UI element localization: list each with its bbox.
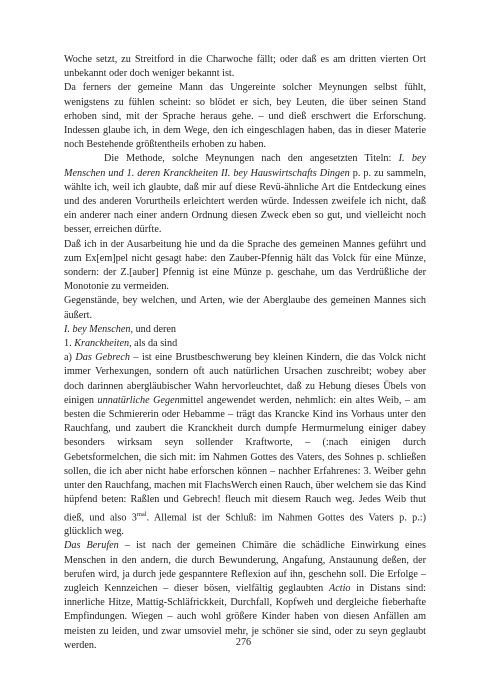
body-text (64, 53, 426, 653)
entry-berufen (64, 539, 426, 653)
entry-text: . Allemal ist der Schluß: im Nahmen Gottes des Vaters p. p.:) glücklich weg. (64, 511, 426, 538)
paragraph: Daß ich in der Ausarbeitung hie und da die Sprache des gemeinen Mannes geführt und zum Ex[em]pel nicht gesagt habe: den Zauber-Pfennig hält das Volck für eine Münze, sondern: der Z.[auber] Pfennig ist eine Münze p. geschahe, um das Verdrüßliche der Monotonie zu vermeiden. (64, 238, 426, 293)
heading-italic: I. bey Menschen (64, 323, 131, 335)
method-titles: I. bey Menschen und 1. deren Kranckheiten II. bey Hauswirtschafts Dingen (64, 153, 427, 179)
subsection-heading (64, 337, 426, 351)
entry-gebrech (64, 351, 426, 539)
method-text: Die Methode, solche Meynungen nach den angesetzten Titeln: (104, 153, 399, 165)
entry-text: – ist nach der gemeinen Chimäre die schädliche Einwirkung eines Menschen in den andern, die durch Bewunderung, Angafung, Anstaunung deßen, der berufen wird, ja durch jede gespanntere Reflexion auf ihn, geschehn soll. Die Erfolge – zugleich Kennzeichen – dieser bösen, vielfältig geglaubten (64, 540, 426, 594)
heading-rest: , als da sind (129, 338, 178, 350)
entry-text: – ist eine Brustbeschwerung bey kleinen Kindern, die das Volck nicht immer Verhexungen, sondern oft auch natürlichen Ursachen zuschreibt; wobey aber doch darinnen abergläubischer Wahn hervorleuchtet, daß zu Hebung dieses Übels von einigen (64, 352, 426, 406)
entry-italic: Actio (329, 582, 351, 594)
entry-prefix: a) (64, 352, 76, 364)
paragraph: Gegenstände, bey welchen, und Arten, wie der Aberglaube des gemeinen Mannes sich äußert. (64, 295, 426, 321)
entry-text: mittel angewendet werden, nehmlich: ein altes Weib, – am besten die Schmiererin oder Hebamme – trägt das Krancke Kind ins Vorhaus unter den Rauchfang, und zaubert die Kranckheit durch dumpfe Hermurmelung einiger dabey besonders wirksam seyn sollender Kraftworte, – (:nach einigen durch Gebetsformelchen, die sich mit: im Nahmen Gottes des Vaters, des Sohnes p. schließen sollen, die ich aber nicht habe erforschen können – nachher Erfahrenes: 3. Weiber gehn unter den Rauchfang, machen mit FlachsWerch einen Rauch, über welchem sie das Kind hüpfend beten: Raßlen und Gebrech! fleuch mit diesem Rauch weg. Jedes Weib thut dieß, und also 3 (64, 394, 426, 523)
section-heading (64, 323, 426, 337)
paragraph-method (64, 152, 426, 237)
page-number: 276 (235, 637, 252, 648)
paragraph: Da ferners der gemeine Mann das Ungereinte solcher Meynungen selbst fühlt, wenigstens zu fühlen scheint: so blödet er sich, bey Leuten, die über seinen Stand erhoben sind, mit der Sprache heraus gehe. – und dieß erschwert die Erforschung. Indessen glaube ich, in dem Wege, den ich eingeschlagen haben, das in dieser Materie noch Bestehende größtentheils erhoben zu haben. (64, 82, 426, 151)
heading-rest: , und deren (130, 323, 177, 335)
entry-title: Das Berufen (64, 540, 119, 552)
paragraph: Woche setzt, zu Streitford in die Charwoche fällt; oder daß es am dritten vierten Ort unbekannt oder doch weniger bekannt ist. (64, 54, 426, 80)
entry-italic: unnatürliche Gegen (97, 394, 180, 406)
method-text-rest: p. p. zu sammeln, wählte ich, weil ich glaubte, daß mir auf diese Revü-ähnliche Art die Entdeckung eines und des anderen Vorurtheils erleichtert werden würde. Indessen zweifele ich nicht, daß ein anderer nach einer andern Ordnung diesen Zweck eben so gut, und vielleicht noch besser, erreichen dürfte. (64, 167, 426, 236)
entry-title: Das Gebrech (75, 352, 130, 364)
entry-text: in Distans sind: innerliche Hitze, Mattig-Schläfrickkeit, Durchfall, Kopfweh und dergleiche fieberhafte Empfindungen. Wiegen – auch wohl größere Kinder haben von diesen Anfällen am meisten zu leiden, und zwar umsoviel mehr, je schöner sie sind, oder zu seyn geglaubt werden. (64, 582, 426, 651)
heading-italic: Kranckheiten (74, 338, 130, 350)
heading-number: 1. (64, 338, 75, 350)
superscript: mal (136, 510, 147, 518)
